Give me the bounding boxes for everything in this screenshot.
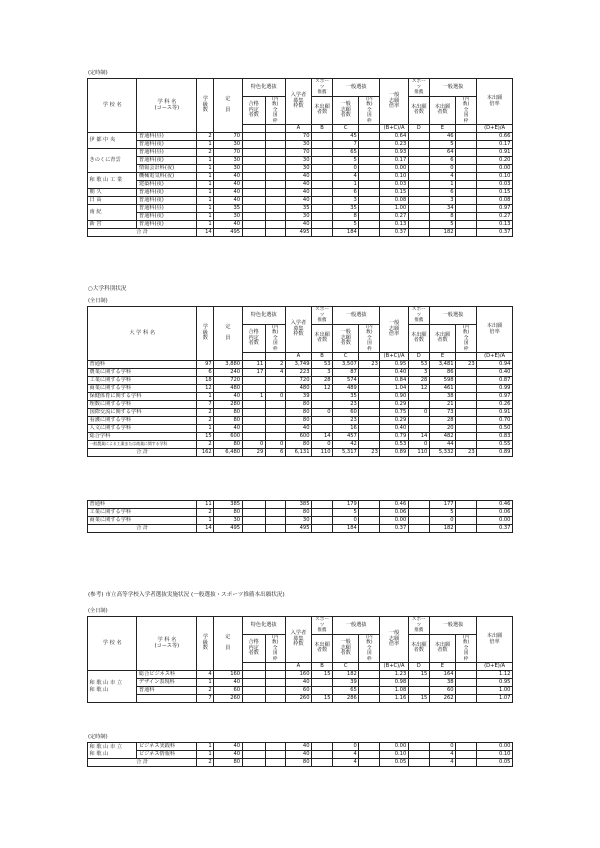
header-sports2: スポーツ 推薦: [408, 617, 429, 635]
ratio-cell: 0.00: [380, 165, 408, 173]
shutsugan-cell: 5: [429, 141, 455, 149]
header-sports2: スポーツ 推薦: [408, 79, 429, 97]
ratio-cell: 0.23: [380, 141, 408, 149]
hon-ratio-cell: 0.13: [477, 221, 513, 229]
table-row: 一般農業による工業または商業に関する学科 2 80 0 0 80 0 42 0.53 0 44 0.55: [89, 441, 511, 448]
header-uchi-e: (内 数) 全 国 枠: [456, 96, 477, 125]
table-row: 工業に関する学科 2 80 80 5 0.06 5 0.06: [89, 509, 511, 516]
total-label: 合 計: [88, 449, 197, 457]
table-row: デザイン表現科 1 40 40 39 0.98 38 0.95: [138, 679, 511, 686]
header-hon-bairitsu: 本出願 倍率: [477, 617, 513, 663]
header-ippan2: 一般選抜: [429, 79, 476, 97]
header-ippan-shigan: 一般 志願 者数: [333, 634, 359, 663]
bosyu-cell: 40: [285, 181, 311, 189]
table-row: 普通科 97 3,880 11 2 3,749 53 3,507 23 0.95 53 3,481 23 0.94: [89, 361, 511, 368]
table1-parttime-schools: [87, 78, 513, 237]
bosyu-cell: 40: [285, 173, 311, 181]
section2-title: ○大学科別状況: [88, 286, 127, 292]
header-uchi-c: (内 数) 全 国 枠: [359, 96, 380, 125]
header-col-c: C: [333, 353, 359, 361]
header-hon-bairitsu: 本出願 倍率: [477, 307, 513, 353]
header-ippan2: 一般選抜: [429, 617, 476, 635]
header-tokushoku: 特色化選抜: [242, 617, 285, 635]
header-kyoso: 一般 志願 倍率: [380, 307, 408, 353]
header-col-de: (D+E)/A: [477, 125, 513, 133]
school-name: 朝 久: [88, 189, 137, 197]
table-row: [88, 173, 513, 181]
bosyu-cell: 40: [285, 221, 311, 229]
shutsugan-cell: 1: [429, 181, 455, 189]
dept-name: 総合学科: [88, 433, 197, 441]
table5-city-parttime: [87, 742, 513, 767]
classes-cell: 1: [197, 173, 214, 181]
school-name: 和 歌 山 市 立 和 歌 山: [88, 671, 137, 703]
dept-name: 理数に関する学科: [88, 401, 197, 409]
table-row: [88, 157, 513, 165]
dept-name: 商業に関する学科: [88, 385, 197, 393]
school-name: 伊 都 中 央: [88, 133, 137, 149]
header-uchi: (内 数) 全 国 枠: [265, 96, 285, 125]
ippan-cell: 7: [333, 141, 359, 149]
capacity-cell: 30: [214, 213, 242, 221]
header-shutsugan: 本出願 者数: [312, 634, 333, 663]
table4-body: [88, 671, 513, 703]
hon-ratio-cell: 0.00: [477, 165, 513, 173]
table-row: ビジネス情報科 1 40 40 4 0.10 4 0.10: [138, 751, 511, 758]
header-col-a: A: [285, 125, 311, 133]
ippan-cell: 6: [333, 189, 359, 197]
bosyu-cell: 40: [285, 197, 311, 205]
classes-cell: 1: [197, 189, 214, 197]
hon-ratio-cell: 0.17: [477, 141, 513, 149]
bosyu-cell: 40: [285, 189, 311, 197]
dept-name: 普通科(昼): [137, 149, 197, 157]
dept-name: 人文に関する学科: [88, 425, 197, 433]
shutsugan-cell: 6: [429, 157, 455, 165]
hon-ratio-cell: 0.10: [477, 173, 513, 181]
dept-name: 情報会計科(夜): [137, 165, 197, 173]
capacity-cell: 30: [214, 165, 242, 173]
classes-cell: 1: [197, 221, 214, 229]
header-col-e: E: [429, 663, 455, 671]
ippan-cell: 1: [333, 181, 359, 189]
hon-ratio-cell: 0.08: [477, 197, 513, 205]
capacity-cell: 40: [214, 189, 242, 197]
total-row: 合 計 2 80 80 4 0.05 4 0.05: [88, 759, 513, 767]
header-ippan: 一般選抜: [333, 307, 380, 325]
header-sports2: スポーツ 推薦: [408, 307, 429, 325]
dept-name: 普通科(夜): [137, 157, 197, 165]
ratio-cell: 0.13: [380, 221, 408, 229]
header-capacity: 定 員: [214, 307, 242, 361]
header-col-de: (D+E)/A: [477, 353, 513, 361]
header-shutsugan: 本出願 者数: [312, 96, 333, 125]
header-sports: スポーツ 推薦: [312, 617, 333, 635]
classes-cell: 1: [197, 213, 214, 221]
capacity-cell: 70: [214, 133, 242, 141]
bosyu-cell: 30: [285, 213, 311, 221]
table-row: 理数に関する学科 7 280 80 23 0.29 21 0.26: [89, 401, 511, 408]
table-row: 普通科 11 385 385 179 0.46 177 0.46: [89, 501, 511, 508]
table4-caption: (全日制): [88, 608, 108, 614]
total-row: 合 計 162 6,480 29 6 6,131 110 5,317 23 0.89 110 5,332 23 0.89: [88, 449, 513, 457]
dept-name: 普通科(夜): [137, 189, 197, 197]
dept-name: 商業に関する学科: [88, 517, 197, 525]
bosyu-cell: 30: [285, 141, 311, 149]
header-shutsugan-d: 本出願 者数: [408, 96, 429, 125]
dept-name: 普通科(昼): [137, 133, 197, 141]
school-name: きのくに青雲: [88, 149, 137, 173]
ippan-cell: 45: [333, 133, 359, 141]
shutsugan-cell: 8: [429, 213, 455, 221]
header-school: 学 校 名: [88, 79, 137, 133]
shutsugan-cell: 4: [429, 173, 455, 181]
dept-name: 国際交流に関する学科: [88, 409, 197, 417]
dept-name: ビジネス情報科: [137, 751, 197, 759]
header-bosyu: 入学者 募集 枠数: [285, 617, 311, 663]
header-ippan: 一般選抜: [333, 617, 380, 635]
table-row: 商業に関する学科 12 480 480 12 489 1.04 12 461 0.99: [89, 385, 511, 392]
dept-name: 農業に関する学科: [88, 369, 197, 377]
shutsugan-cell: 34: [429, 205, 455, 213]
table-row: 農業に関する学科 6 240 17 4 223 3 87 0.40 3 86 0.40: [89, 369, 511, 376]
header-col-de: (D+E)/A: [477, 663, 513, 671]
shutsugan-cell: 3: [429, 197, 455, 205]
table-row: 和 歌 山 市 立 和 歌 山 総合ビジネス科 4 160 160 15 182 1.23 15 164 1.12: [88, 671, 513, 679]
table-row: [88, 149, 513, 157]
table3-body: [88, 501, 513, 533]
dept-name: 工業に関する学科: [88, 377, 197, 385]
ratio-cell: 0.17: [380, 157, 408, 165]
shutsugan-cell: 46: [429, 133, 455, 141]
shutsugan-cell: 64: [429, 149, 455, 157]
dept-name: 普通科: [88, 361, 197, 369]
bosyu-cell: 35: [285, 205, 311, 213]
header-col-a: A: [285, 353, 311, 361]
dept-name: 普通科(夜): [137, 221, 197, 229]
ippan-cell: 8: [333, 213, 359, 221]
section3-title: (参考) 市立高等学校入学者選抜実施状況 (一般選抜・スポーツ推薦本出願状況): [88, 592, 285, 598]
header-col-d: D: [408, 353, 429, 361]
capacity-cell: 40: [214, 181, 242, 189]
header-bosyu: 入学者 募集 枠数: [285, 307, 311, 353]
header-tokushoku: 特色化選抜: [242, 307, 285, 325]
hon-ratio-cell: 0.91: [477, 149, 513, 157]
header-shutsugan-e: 本出願 者数: [429, 96, 455, 125]
header-col-ca: (B+C)/A: [380, 353, 408, 361]
header-kyoso: 一般 志願 倍率: [380, 617, 408, 663]
table2-caption: (全日制): [88, 298, 108, 304]
ratio-cell: 0.10: [380, 173, 408, 181]
table2-header: [88, 307, 513, 361]
classes-cell: 1: [197, 197, 214, 205]
header-goukaku: 合格 内定 者数: [242, 324, 265, 353]
header-col-c: C: [333, 125, 359, 133]
school-name: 日 高: [88, 197, 137, 205]
table2-body: [88, 361, 513, 457]
header-uchi: (内 数) 全 国 枠: [265, 634, 285, 663]
table-row: [88, 197, 513, 205]
capacity-cell: 40: [214, 173, 242, 181]
header-dept: 学 科 名 (コース等): [137, 79, 197, 133]
table-row: [88, 165, 513, 173]
ratio-cell: 0.64: [380, 133, 408, 141]
total-label: 合 計: [88, 525, 197, 533]
table3-parttime-by-category: [87, 500, 513, 533]
ippan-cell: 5: [333, 221, 359, 229]
hon-ratio-cell: 0.20: [477, 157, 513, 165]
dept-name: 工業に関する学科: [88, 509, 197, 517]
header-sports: スポーツ 推薦: [312, 79, 333, 97]
classes-cell: 1: [197, 205, 214, 213]
ippan-cell: 4: [333, 173, 359, 181]
dept-name: 普通科: [88, 501, 197, 509]
header-school: 学 校 名: [88, 617, 137, 671]
table-row: 商業に関する学科 1 30 30 0 0.00 0 0.00: [89, 517, 511, 524]
table-row: [88, 133, 513, 141]
header-col-d: D: [408, 125, 429, 133]
table-row: [88, 141, 513, 149]
header-col-a: A: [285, 663, 311, 671]
total-row: 合 計 14 495 495 184 0.37 182 0.37: [88, 229, 513, 237]
header-col-b: B: [312, 353, 333, 361]
table1-body: [88, 133, 513, 237]
dept-name: 普通科: [137, 687, 197, 695]
total-label: 合 計: [88, 759, 197, 767]
header-col-e: E: [429, 125, 455, 133]
header-shutsugan-e: 本出願 者数: [429, 634, 455, 663]
header-uchi-c: (内 数) 全 国 枠: [359, 634, 380, 663]
ippan-cell: 5: [333, 157, 359, 165]
capacity-cell: 30: [214, 157, 242, 165]
table4-city-fulltime: [87, 616, 513, 703]
capacity-cell: 30: [214, 141, 242, 149]
header-bosyu: 入学者 募集 枠数: [285, 79, 311, 125]
header-uchi-c: (内 数) 全 国 枠: [359, 324, 380, 353]
ratio-cell: 1.00: [380, 205, 408, 213]
school-name: 南 紀: [88, 205, 137, 221]
ratio-cell: 0.15: [380, 189, 408, 197]
hon-ratio-cell: 0.27: [477, 213, 513, 221]
table-row: 保健体育に関する学科 1 40 1 0 39 35 0.90 38 0.97: [89, 393, 511, 400]
header-hon-bairitsu: 本出願 倍率: [477, 79, 513, 125]
shutsugan-cell: 5: [429, 221, 455, 229]
table-row: 普通科 2 60 60 65 1.08 60 1.00: [138, 687, 511, 694]
table-row: 人文に関する学科 1 40 40 16 0.40 20 0.50: [89, 425, 511, 432]
dept-name: 建築科(夜): [137, 181, 197, 189]
table2-fulltime-by-category: [87, 306, 513, 457]
header-shutsugan-d: 本出願 者数: [408, 324, 429, 353]
dept-name: デザイン表現科: [137, 679, 197, 687]
capacity-cell: 35: [214, 205, 242, 213]
total-row: 7 260 260 15 286 1.16 15 262 1.07: [88, 695, 513, 703]
classes-cell: 1: [197, 157, 214, 165]
capacity-cell: 40: [214, 197, 242, 205]
hon-ratio-cell: 0.03: [477, 181, 513, 189]
dept-name: 機械電気科(夜): [137, 173, 197, 181]
table1-header: [88, 79, 513, 133]
bosyu-cell: 70: [285, 149, 311, 157]
header-col-e: E: [429, 353, 455, 361]
table-row: [88, 181, 513, 189]
capacity-cell: 70: [214, 149, 242, 157]
header-uchi: (内 数) 全 国 枠: [265, 324, 285, 353]
table-row: 工業に関する学科 18 720 720 28 574 0.84 28 598 0.87: [89, 377, 511, 384]
header-classes: 学 級 数: [197, 617, 214, 671]
dept-name: 看護に関する学科: [88, 417, 197, 425]
header-capacity: 定 員: [214, 79, 242, 133]
capacity-cell: 40: [214, 221, 242, 229]
header-shutsugan-d: 本出願 者数: [408, 634, 429, 663]
table-row: 国際交流に関する学科 2 80 80 0 60 0.75 0 73 0.91: [89, 409, 511, 416]
header-tokushoku: 特色化選抜: [242, 79, 285, 97]
table5-caption: (定時制): [88, 734, 108, 740]
ippan-cell: 35: [333, 205, 359, 213]
header-ippan-shigan: 一般 志願 者数: [333, 324, 359, 353]
header-goukaku: 合格 内定 者数: [242, 634, 265, 663]
dept-name: 一般農業による工業または商業に関する学科: [88, 441, 197, 449]
ratio-cell: 0.27: [380, 213, 408, 221]
header-uchi-e: (内 数) 全 国 枠: [456, 324, 477, 353]
table-row: [88, 205, 513, 213]
bosyu-cell: 30: [285, 157, 311, 165]
hon-ratio-cell: 0.15: [477, 189, 513, 197]
header-col-b: B: [312, 663, 333, 671]
ratio-cell: 0.93: [380, 149, 408, 157]
dept-name: 普通科(夜): [137, 197, 197, 205]
ratio-cell: 0.08: [380, 197, 408, 205]
header-col-b: B: [312, 125, 333, 133]
dept-name: 保健体育に関する学科: [88, 393, 197, 401]
header-col-d: D: [408, 663, 429, 671]
table-row: [88, 221, 513, 229]
total-label: 合 計: [88, 229, 197, 237]
header-classes: 学 級 数: [197, 307, 214, 361]
shutsugan-cell: 0: [429, 165, 455, 173]
header-shutsugan: 本出願 者数: [312, 324, 333, 353]
dept-name: ビジネス実践科: [137, 743, 197, 751]
school-name: 和 歌 山 市 立 和 歌 山: [88, 743, 137, 759]
hon-ratio-cell: 0.97: [477, 205, 513, 213]
table4-header: [88, 617, 513, 671]
dept-name: 普通科(夜): [137, 213, 197, 221]
header-uchi-e: (内 数) 全 国 枠: [456, 634, 477, 663]
school-name: 新 宮: [88, 221, 137, 229]
table-row: 総合学科 15 600 600 14 457 0.79 14 482 0.83: [89, 433, 511, 440]
ippan-cell: 3: [333, 197, 359, 205]
school-name: 和 歌 山 工 業: [88, 173, 137, 189]
table5-body: [88, 743, 513, 767]
ippan-cell: 65: [333, 149, 359, 157]
total-row: 合 計 14 495 495 184 0.37 182 0.37: [88, 525, 513, 533]
ratio-cell: 0.03: [380, 181, 408, 189]
dept-name: 総合ビジネス科: [137, 671, 197, 679]
classes-cell: 2: [197, 133, 214, 141]
header-ippan2: 一般選抜: [429, 307, 476, 325]
table-row: [88, 189, 513, 197]
shutsugan-cell: 6: [429, 189, 455, 197]
classes-cell: 1: [197, 141, 214, 149]
classes-cell: 1: [197, 181, 214, 189]
header-major-dept: 大 学 科 名: [88, 307, 197, 361]
header-classes: 学 級 数: [197, 79, 214, 133]
dept-name: 普通科(昼): [137, 205, 197, 213]
table1-caption: (定時制): [88, 70, 108, 76]
header-col-ca: (B+C)/A: [380, 125, 408, 133]
table-row: 看護に関する学科 2 80 80 23 0.29 28 0.70: [89, 417, 511, 424]
classes-cell: 2: [197, 149, 214, 157]
header-ippan-shigan: 一般 志願 者数: [333, 96, 359, 125]
header-sports: スポーツ 推薦: [312, 307, 333, 325]
header-ippan: 一般選抜: [333, 79, 380, 97]
header-goukaku: 合格 内定 者数: [242, 96, 265, 125]
header-col-ca: (B+C)/A: [380, 663, 408, 671]
table-row: 和 歌 山 市 立 和 歌 山 ビジネス実践科 1 40 40 0 0.00 0 0.00: [89, 743, 511, 757]
table-row: [88, 213, 513, 221]
hon-ratio-cell: 0.66: [477, 133, 513, 141]
dept-name: 普通科(夜): [137, 141, 197, 149]
classes-cell: 1: [197, 165, 214, 173]
header-dept: 学 科 名 (コース等): [137, 617, 197, 671]
header-capacity: 定 員: [214, 617, 242, 671]
ippan-cell: 0: [333, 165, 359, 173]
header-col-c: C: [333, 663, 359, 671]
header-kyoso: 一般 志願 倍率: [380, 79, 408, 125]
bosyu-cell: 30: [285, 165, 311, 173]
bosyu-cell: 70: [285, 133, 311, 141]
header-shutsugan-e: 本出願 者数: [429, 324, 455, 353]
